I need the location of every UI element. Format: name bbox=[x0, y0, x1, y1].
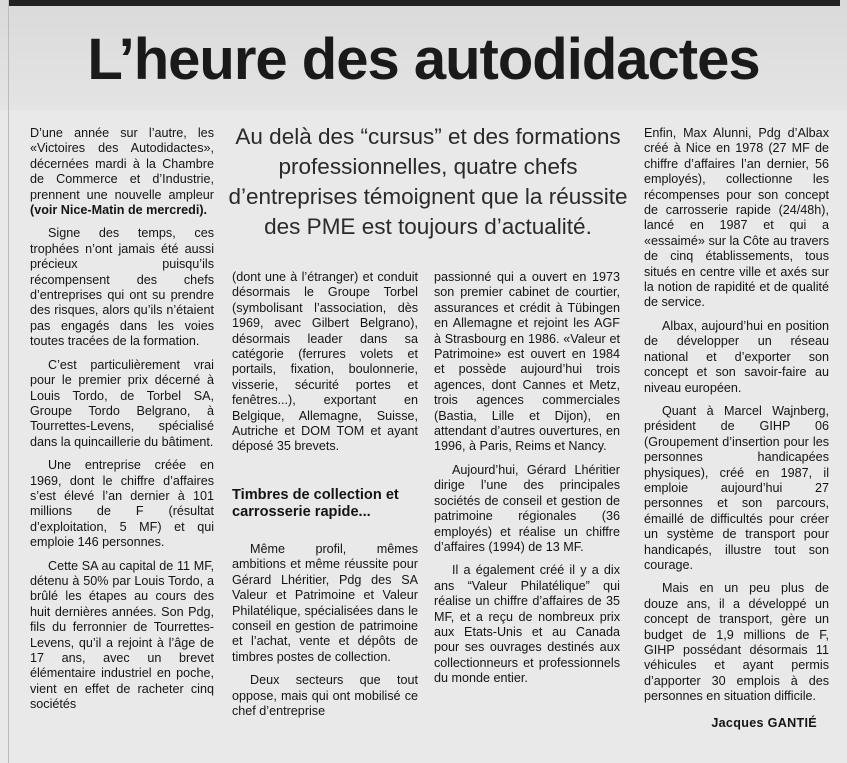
lead-paragraph: Au delà des “cursus” et des formations professionnelles, quatre chefs d’entreprises témoignent que la réussite des PME est toujours d’actualité. bbox=[228, 124, 628, 239]
paragraph: Deux secteurs que tout oppose, mais qui ont mobilisé ce chef d’entreprise bbox=[232, 673, 418, 719]
paragraph: Il a également créé il y a dix ans “Valeur Philatélique” qui réalise un chiffre d’affaires de 35 MF, et a reçu de nombreux prix aux Etats-Unis et au Canada pour ses ouvrages destinés aux collectionneurs et professionnels du monde entier. bbox=[434, 563, 620, 686]
author-signature: Jacques GANTIÉ bbox=[711, 716, 817, 730]
column-3 bbox=[434, 270, 620, 695]
column-2 bbox=[232, 270, 418, 463]
headline: L’heure des autodidactes bbox=[87, 27, 760, 92]
column-2-continued bbox=[232, 542, 418, 727]
paragraph: Enfin, Max Alunni, Pdg d’Albax créé à Nice en 1978 (27 MF de chiffre d’affaires l’an dernier, 56 employés), collectionne les récompenses pour son concept de carrosserie rapide (24/48h), lancé en 1987 et qui a «essaimé» sur la Côte au travers de cinq établissements, tous situés en centre ville et axés sur la notion de rapidité et de qualité de service. bbox=[644, 126, 829, 310]
column-4 bbox=[644, 126, 829, 713]
column-1 bbox=[30, 126, 214, 721]
paragraph: Quant à Marcel Wajnberg, président de GIHP 06 (Groupement d’insertion pour les personnes handicapées physiques), créé en 1987, il emploie aujourd’hui 27 personnes et son parcours, émaillé de difficultés pour créer un système de transport pour handicapés, illustre tout son courage. bbox=[644, 403, 829, 572]
paragraph: D’une année sur l’autre, les «Victoires des Autodidactes», décernées mardi à la Chambre de Commerce et d’Industrie, prennent une nouvelle ampleur (voir Nice-Matin de mercredi). bbox=[30, 126, 214, 218]
left-margin-rule bbox=[8, 0, 9, 763]
subheading: Timbres de collection et carrosserie rapide... bbox=[232, 487, 399, 520]
paragraph: Cette SA au capital de 11 MF, détenu à 50% par Louis Tordo, a brûlé les étapes au cours des huit dernières années. Son Pdg, fils du ferronnier de Tourrettes-Levens, qu’il a rejoint à l’âge de 17 ans, avec un brevet élémentaire industriel en poche, vient en effet de racheter cinq sociétés bbox=[30, 558, 214, 712]
paragraph: Même profil, mêmes ambitions et même réussite pour Gérard Lhéritier, Pdg des SA Valeur et Patrimoine et Valeur Philatélique, spécialisées dans le conseil en gestion de patrimoine et l’achat, vente et dépôts de timbres postes de collection. bbox=[232, 542, 418, 664]
paragraph: Aujourd’hui, Gérard Lhéritier dirige l’une des principales sociétés de conseil et gestion de patrimoine régionales (36 employés) et réalise un chiffre d’affaires (1994) de 13 MF. bbox=[434, 462, 620, 554]
top-rule bbox=[8, 0, 840, 6]
paragraph: passionné qui a ouvert en 1973 son premier cabinet de courtier, assurances et crédit à Tübingen en Allemagne et rejoint les AGF à Strasbourg en 1986. «Valeur et Patrimoine» est ouvert en 1984 et possède aujourd’hui trois agences, dont Cannes et Metz, trois agences commerciales (Bastia, Lille et Dijon), en attendant d’autres ouvertures, en 1996, à Paris, Reims et Nancy. bbox=[434, 270, 620, 454]
paragraph: (dont une à l’étranger) et conduit désormais le Groupe Torbel (symbolisant l’association, dès 1969, avec Gilbert Belgrano), désormais leader dans sa catégorie (ferrures volets et portails, fixation, boulonnerie, visserie, sécurité portes et fenêtres...), exportant en Belgique, Allemagne, Suisse, Autriche et DOM TOM et ayant déposé 35 brevets. bbox=[232, 270, 418, 454]
paragraph: Une entreprise créée en 1969, dont le chiffre d’affaires s’est élevé l’an dernier à 101 millions de F (résultat d’exploitation, 5 MF) et qui emploie 146 personnes. bbox=[30, 458, 214, 550]
paragraph: C’est particulièrement vrai pour le premier prix décerné à Louis Tordo, de Torbel SA, Groupe Tordo Belgrano, à Tourrettes-Levens, spécialisé dans la quincaillerie du bâtiment. bbox=[30, 357, 214, 449]
paragraph: Albax, aujourd’hui en position de développer un réseau national et d’exporter son concept et son savoir-faire au niveau européen. bbox=[644, 318, 829, 395]
reference-note: (voir Nice-Matin de mercredi). bbox=[30, 203, 208, 218]
paragraph: Signe des temps, ces trophées n’ont jamais été aussi précieux puisqu’ils récompensent des chefs d’entreprises qui ont su prendre des risques, alors qu’ils n’étaient pas engagés dans les voies toutes tracées de la formation. bbox=[30, 226, 214, 349]
paragraph: Mais en un peu plus de douze ans, il a développé un concept de transport, gère un budget de 1,9 millions de F, GIHP possédant désormais 11 véhicules et ayant permis d’apporter 30 emplois à des personnes en situation difficile. bbox=[644, 581, 829, 704]
